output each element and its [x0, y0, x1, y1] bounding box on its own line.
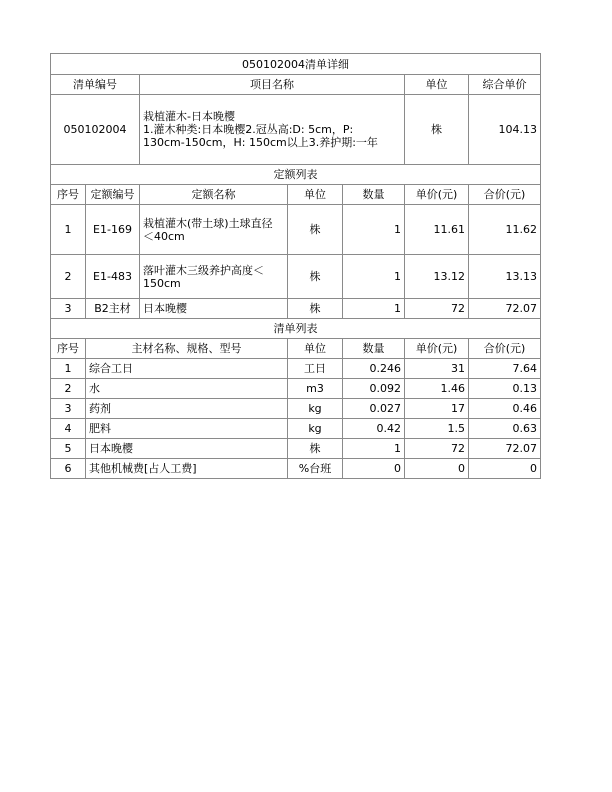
material-unit-header: 单位: [288, 339, 343, 359]
material-qty: 0: [343, 459, 405, 479]
bill-code: 050102004: [51, 95, 140, 165]
material-total: 72.07: [469, 439, 541, 459]
quota-code: B2主材: [86, 299, 140, 319]
material-name: 日本晚樱: [86, 439, 288, 459]
material-unit: kg: [288, 419, 343, 439]
quota-unit: 株: [288, 205, 343, 255]
quota-no: 1: [51, 205, 86, 255]
material-no: 5: [51, 439, 86, 459]
material-qty: 1: [343, 439, 405, 459]
material-name: 水: [86, 379, 288, 399]
material-name: 其他机械费[占人工费]: [86, 459, 288, 479]
quota-price: 72: [405, 299, 469, 319]
quota-name-line: 150cm: [143, 276, 181, 290]
bill-detail-table: [50, 53, 541, 479]
material-unit: m3: [288, 379, 343, 399]
quota-price-header: 单价(元): [405, 185, 469, 205]
quota-unit-header: 单位: [288, 185, 343, 205]
quota-qty: 1: [343, 299, 405, 319]
quota-name: [140, 255, 288, 299]
bill-price-header: 综合单价: [469, 75, 541, 95]
material-qty: 0.027: [343, 399, 405, 419]
quota-total-header: 合价(元): [469, 185, 541, 205]
material-unit: %台班: [288, 459, 343, 479]
material-name-header: 主材名称、规格、型号: [86, 339, 288, 359]
bill-detail-sheet: [50, 53, 540, 479]
material-qty: 0.092: [343, 379, 405, 399]
quota-name-line: ＜40cm: [143, 229, 185, 243]
quota-qty-header: 数量: [343, 185, 405, 205]
bill-unit: 株: [405, 95, 469, 165]
table-row: [51, 419, 541, 439]
material-total: 0: [469, 459, 541, 479]
quota-total: 11.62: [469, 205, 541, 255]
bill-item-name-line: 栽植灌木-日本晚樱: [143, 110, 235, 123]
material-unit: 工日: [288, 359, 343, 379]
quota-unit: 株: [288, 255, 343, 299]
table-row: [51, 205, 541, 255]
quota-price: 13.12: [405, 255, 469, 299]
quota-name: 日本晚樱: [140, 299, 288, 319]
material-total: 7.64: [469, 359, 541, 379]
bill-code-header: 清单编号: [51, 75, 140, 95]
material-name: 综合工日: [86, 359, 288, 379]
material-no: 4: [51, 419, 86, 439]
material-total-header: 合价(元): [469, 339, 541, 359]
sheet-title: 050102004清单详细: [51, 54, 541, 75]
material-price: 1.46: [405, 379, 469, 399]
quota-price: 11.61: [405, 205, 469, 255]
material-price: 31: [405, 359, 469, 379]
material-price: 72: [405, 439, 469, 459]
table-row: [51, 439, 541, 459]
material-qty: 0.42: [343, 419, 405, 439]
material-total: 0.63: [469, 419, 541, 439]
quota-name-line: 栽植灌木(带土球)土球直径: [143, 216, 273, 230]
bill-name-header: 项目名称: [140, 75, 405, 95]
quota-no: 3: [51, 299, 86, 319]
bill-price: 104.13: [469, 95, 541, 165]
table-row: [51, 459, 541, 479]
bill-unit-header: 单位: [405, 75, 469, 95]
material-price: 0: [405, 459, 469, 479]
table-row: [51, 359, 541, 379]
material-qty-header: 数量: [343, 339, 405, 359]
material-name: 肥料: [86, 419, 288, 439]
material-price-header: 单价(元): [405, 339, 469, 359]
material-no: 2: [51, 379, 86, 399]
material-price: 1.5: [405, 419, 469, 439]
quota-code: E1-169: [86, 205, 140, 255]
material-unit: 株: [288, 439, 343, 459]
table-row: [51, 255, 541, 299]
material-no: 6: [51, 459, 86, 479]
table-row: [51, 399, 541, 419]
quota-qty: 1: [343, 205, 405, 255]
bill-item-name-line: 1.灌木种类:日本晚樱2.冠丛高:D: 5cm，P:: [143, 123, 354, 136]
material-price: 17: [405, 399, 469, 419]
quota-section-title: 定额列表: [51, 165, 541, 185]
material-no-header: 序号: [51, 339, 86, 359]
material-no: 1: [51, 359, 86, 379]
table-row: [51, 299, 541, 319]
table-row: [51, 379, 541, 399]
material-no: 3: [51, 399, 86, 419]
quota-total: 72.07: [469, 299, 541, 319]
quota-total: 13.13: [469, 255, 541, 299]
quota-code-header: 定额编号: [86, 185, 140, 205]
material-unit: kg: [288, 399, 343, 419]
quota-name-header: 定额名称: [140, 185, 288, 205]
quota-name: [140, 205, 288, 255]
material-qty: 0.246: [343, 359, 405, 379]
bill-item-name: [140, 95, 405, 165]
quota-code: E1-483: [86, 255, 140, 299]
bill-item-name-line: 130cm-150cm，H: 150cm以上3.养护期:一年: [143, 136, 378, 149]
quota-no-header: 序号: [51, 185, 86, 205]
materials-section-title: 清单列表: [51, 319, 541, 339]
quota-unit: 株: [288, 299, 343, 319]
material-total: 0.13: [469, 379, 541, 399]
quota-name-line: 落叶灌木三级养护高度＜: [143, 263, 264, 277]
material-total: 0.46: [469, 399, 541, 419]
quota-qty: 1: [343, 255, 405, 299]
quota-no: 2: [51, 255, 86, 299]
material-name: 药剂: [86, 399, 288, 419]
